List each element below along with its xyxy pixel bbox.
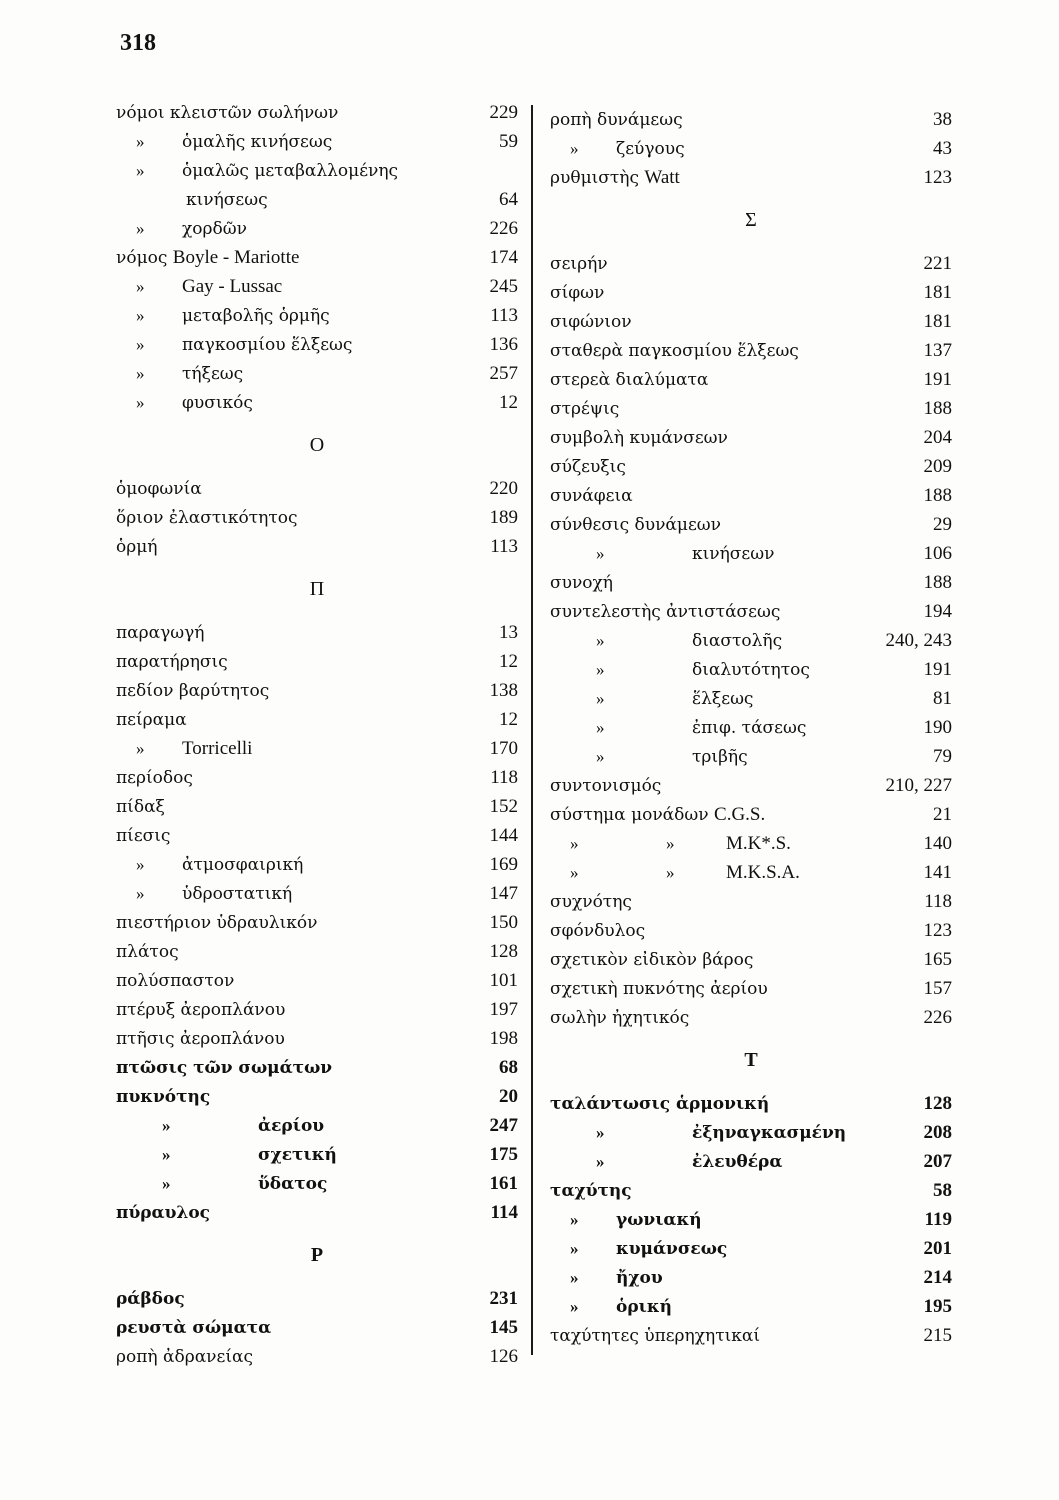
entry-page: 245 xyxy=(489,276,518,297)
entry-term: ὁρμή xyxy=(116,537,158,557)
entry-term: πολύσπαστον xyxy=(116,971,235,991)
index-entry xyxy=(116,763,518,792)
entry-term: νόμος xyxy=(116,248,168,268)
entry-page: 197 xyxy=(489,999,518,1020)
ditto-mark: » xyxy=(666,834,675,853)
entry-page: 21 xyxy=(933,804,952,825)
ditto-mark: » xyxy=(570,139,579,158)
entry-page: 209 xyxy=(923,456,952,477)
entry-page: 220 xyxy=(489,478,518,499)
entry-term: πτῶσις τῶν σωμάτων xyxy=(116,1058,333,1078)
entry-latin: Watt xyxy=(644,167,680,188)
section-letter: Σ xyxy=(745,209,757,231)
index-entry xyxy=(550,1176,952,1205)
entry-latin: M.K*.S. xyxy=(726,833,791,854)
entry-page: 207 xyxy=(923,1151,952,1172)
entry-term: πίεσις xyxy=(116,826,171,846)
entry-term: ἐπιφ. τάσεως xyxy=(692,718,807,738)
index-entry xyxy=(550,829,952,858)
entry-term: ταχύτητες ὑπερηχητικαί xyxy=(550,1326,761,1346)
ditto-mark: » xyxy=(136,306,145,325)
entry-page: 128 xyxy=(923,1093,952,1114)
entry-page: 12 xyxy=(499,651,518,672)
index-entry xyxy=(116,1198,518,1227)
index-column-right xyxy=(550,105,952,1350)
index-entry xyxy=(116,1313,518,1342)
entry-term: διαστολῆς xyxy=(692,631,783,651)
section-letter: Π xyxy=(309,578,325,600)
entry-term: πτῆσις ἀεροπλάνου xyxy=(116,1029,285,1049)
index-entry xyxy=(550,539,952,568)
ditto-mark: » xyxy=(136,335,145,354)
ditto-mark: » xyxy=(570,1297,579,1316)
entry-term: πτέρυξ ἀεροπλάνου xyxy=(116,1000,286,1020)
entry-page: 12 xyxy=(499,709,518,730)
entry-term: σύστημα μονάδων xyxy=(550,805,709,825)
index-entry xyxy=(116,647,518,676)
entry-latin: Boyle - Mariotte xyxy=(172,247,300,268)
entry-term: σιφώνιον xyxy=(550,312,632,332)
entry-page: 106 xyxy=(923,543,952,564)
entry-page: 64 xyxy=(499,189,518,210)
entry-term: ἀερίου xyxy=(258,1116,325,1136)
index-entry xyxy=(116,359,518,388)
index-entry xyxy=(116,532,518,561)
entry-term: κινήσεων xyxy=(692,544,775,564)
entry-term: σωλὴν ἠχητικός xyxy=(550,1008,690,1028)
entry-page: 165 xyxy=(923,949,952,970)
entry-page: 123 xyxy=(923,920,952,941)
ditto-mark: » xyxy=(570,1210,579,1229)
ditto-mark: » xyxy=(136,277,145,296)
index-entry xyxy=(116,705,518,734)
ditto-mark: » xyxy=(162,1174,171,1193)
entry-term: ἐλευθέρα xyxy=(692,1152,783,1172)
entry-term: φυσικός xyxy=(182,393,253,413)
index-entry xyxy=(550,134,952,163)
ditto-mark: » xyxy=(136,393,145,412)
entry-term: πείραμα xyxy=(116,710,187,730)
index-entry xyxy=(550,336,952,365)
index-entry xyxy=(116,879,518,908)
entry-page: 181 xyxy=(923,311,952,332)
index-entry xyxy=(550,452,952,481)
index-entry xyxy=(116,98,518,127)
entry-page: 13 xyxy=(499,622,518,643)
entry-latin: C.G.S. xyxy=(714,804,766,825)
entry-term: ταχύτης xyxy=(550,1181,632,1201)
entry-page: 157 xyxy=(923,978,952,999)
index-entry xyxy=(116,1140,518,1169)
entry-page: 137 xyxy=(923,340,952,361)
index-entry xyxy=(550,684,952,713)
entry-term: σταθερὰ παγκοσμίου ἕλξεως xyxy=(550,341,799,361)
entry-term: συχνότης xyxy=(550,892,632,912)
entry-page: 81 xyxy=(933,688,952,709)
ditto-mark: » xyxy=(596,1123,605,1142)
entry-term: γωνιακή xyxy=(616,1210,702,1230)
entry-page: 118 xyxy=(924,891,952,912)
entry-latin: M.K.S.A. xyxy=(726,862,800,883)
ditto-mark: » xyxy=(136,739,145,758)
index-entry xyxy=(550,365,952,394)
index-entry xyxy=(550,742,952,771)
entry-page: 181 xyxy=(923,282,952,303)
index-entry xyxy=(550,423,952,452)
entry-term: ἕλξεως xyxy=(692,689,754,709)
entry-term: πεδίον βαρύτητος xyxy=(116,681,270,701)
entry-term: κινήσεως xyxy=(186,190,268,210)
index-entry xyxy=(550,481,952,510)
entry-page: 188 xyxy=(923,398,952,419)
entry-page: 113 xyxy=(490,536,518,557)
index-entry xyxy=(116,676,518,705)
entry-page: 226 xyxy=(923,1007,952,1028)
entry-page: 150 xyxy=(489,912,518,933)
entry-term: ὁμαλῆς κινήσεως xyxy=(182,132,333,152)
index-entry xyxy=(116,474,518,503)
index-entry xyxy=(116,995,518,1024)
ditto-mark: » xyxy=(570,834,579,853)
entry-term: συμβολὴ κυμάνσεων xyxy=(550,428,728,448)
entry-page: 20 xyxy=(499,1086,518,1107)
ditto-mark: » xyxy=(136,161,145,180)
entry-term: ὕδατος xyxy=(258,1174,328,1194)
ditto-mark: » xyxy=(596,747,605,766)
entry-page: 221 xyxy=(923,253,952,274)
entry-term: σύζευξις xyxy=(550,457,626,477)
index-entry-continuation xyxy=(116,185,518,214)
entry-page: 140 xyxy=(923,833,952,854)
entry-term: μεταβολῆς ὁρμῆς xyxy=(182,306,330,326)
index-entry xyxy=(550,1003,952,1032)
index-entry xyxy=(116,1053,518,1082)
entry-page: 128 xyxy=(489,941,518,962)
entry-term: σφόνδυλος xyxy=(550,921,646,941)
entry-page: 188 xyxy=(923,572,952,593)
entry-term: σύνθεσις δυνάμεων xyxy=(550,515,721,535)
ditto-mark: » xyxy=(162,1116,171,1135)
index-entry xyxy=(550,771,952,800)
index-entry xyxy=(550,568,952,597)
index-entry xyxy=(116,214,518,243)
index-entry xyxy=(116,821,518,850)
ditto-mark: » xyxy=(596,660,605,679)
entry-term: συντελεστὴς ἀντιστάσεως xyxy=(550,602,781,622)
ditto-mark: » xyxy=(596,718,605,737)
entry-page: 170 xyxy=(489,738,518,759)
index-entry xyxy=(550,655,952,684)
ditto-mark: » xyxy=(136,855,145,874)
entry-term: τριβῆς xyxy=(692,747,748,767)
entry-page: 141 xyxy=(923,862,952,883)
entry-term: συντονισμός xyxy=(550,776,662,796)
entry-page: 188 xyxy=(923,485,952,506)
entry-term: σχετικὸν εἰδικὸν βάρος xyxy=(550,950,754,970)
index-entry xyxy=(550,1292,952,1321)
entry-page: 29 xyxy=(933,514,952,535)
entry-page: 257 xyxy=(489,363,518,384)
entry-term: ταλάντωσις ἁρμονική xyxy=(550,1094,770,1114)
ditto-mark: » xyxy=(570,1268,579,1287)
entry-page: 240, 243 xyxy=(885,630,952,651)
index-entry xyxy=(116,243,518,272)
entry-page: 194 xyxy=(923,601,952,622)
entry-page: 161 xyxy=(489,1173,518,1194)
entry-page: 59 xyxy=(499,131,518,152)
entry-page: 210, 227 xyxy=(885,775,952,796)
entry-term: ροπὴ δυνάμεως xyxy=(550,110,683,130)
entry-page: 198 xyxy=(489,1028,518,1049)
index-column-left xyxy=(116,98,518,1371)
index-entry xyxy=(116,937,518,966)
entry-latin: Gay - Lussac xyxy=(182,276,283,297)
index-entry xyxy=(116,792,518,821)
index-entry xyxy=(550,394,952,423)
entry-page: 138 xyxy=(489,680,518,701)
index-entry xyxy=(116,301,518,330)
index-entry xyxy=(550,713,952,742)
entry-page: 195 xyxy=(923,1296,952,1317)
entry-term: πυκνότης xyxy=(116,1087,211,1107)
ditto-mark: » xyxy=(162,1145,171,1164)
ditto-mark: » xyxy=(136,219,145,238)
entry-term: διαλυτότητος xyxy=(692,660,810,680)
entry-page: 247 xyxy=(489,1115,518,1136)
entry-page: 145 xyxy=(489,1317,518,1338)
index-entry xyxy=(116,388,518,417)
index-entry xyxy=(116,1169,518,1198)
index-entry xyxy=(116,1284,518,1313)
entry-term: ράβδος xyxy=(116,1289,185,1309)
entry-page: 43 xyxy=(933,138,952,159)
entry-term: ὁμαλῶς μεταβαλλομένης xyxy=(182,161,399,181)
entry-page: 215 xyxy=(923,1325,952,1346)
entry-page: 174 xyxy=(489,247,518,268)
ditto-mark: » xyxy=(596,631,605,650)
entry-term: συνοχή xyxy=(550,573,613,593)
index-entry xyxy=(550,249,952,278)
entry-term: ροπὴ ἀδρανείας xyxy=(116,1347,253,1367)
entry-term: ἀτμοσφαιρική xyxy=(182,855,304,875)
entry-page: 68 xyxy=(499,1057,518,1078)
index-entry xyxy=(550,858,952,887)
index-entry xyxy=(550,307,952,336)
section-letter: T xyxy=(744,1049,758,1071)
index-entry xyxy=(116,618,518,647)
index-entry xyxy=(550,105,952,134)
index-entry xyxy=(550,887,952,916)
entry-term: πίδαξ xyxy=(116,797,165,817)
entry-page: 191 xyxy=(923,369,952,390)
entry-term: ὑδροστατική xyxy=(182,884,293,904)
entry-page: 144 xyxy=(489,825,518,846)
entry-term: ρευστὰ σώματα xyxy=(116,1318,272,1338)
entry-page: 201 xyxy=(923,1238,952,1259)
entry-page: 204 xyxy=(923,427,952,448)
index-entry xyxy=(550,1118,952,1147)
index-entry xyxy=(550,163,952,192)
ditto-mark: » xyxy=(136,132,145,151)
entry-term: τήξεως xyxy=(182,364,244,384)
entry-latin: Torricelli xyxy=(182,738,253,759)
page-number: 318 xyxy=(120,30,156,56)
entry-term: παραγωγή xyxy=(116,623,205,643)
index-entry xyxy=(116,908,518,937)
entry-page: 58 xyxy=(933,1180,952,1201)
entry-term: παρατήρησις xyxy=(116,652,228,672)
entry-page: 214 xyxy=(923,1267,952,1288)
entry-page: 208 xyxy=(923,1122,952,1143)
entry-page: 191 xyxy=(923,659,952,680)
entry-page: 113 xyxy=(490,305,518,326)
entry-page: 79 xyxy=(933,746,952,767)
entry-term: νόμοι κλειστῶν σωλήνων xyxy=(116,103,339,123)
entry-page: 114 xyxy=(490,1202,518,1223)
index-entry xyxy=(550,945,952,974)
index-entry xyxy=(550,800,952,829)
index-entry xyxy=(116,330,518,359)
entry-term: παγκοσμίου ἕλξεως xyxy=(182,335,353,355)
index-entry xyxy=(116,850,518,879)
index-entry xyxy=(550,1234,952,1263)
entry-page: 118 xyxy=(490,767,518,788)
ditto-mark: » xyxy=(596,1152,605,1171)
entry-page: 189 xyxy=(489,507,518,528)
entry-term: ἐξηναγκασμένη xyxy=(692,1123,847,1143)
index-entry xyxy=(550,510,952,539)
ditto-mark: » xyxy=(570,1239,579,1258)
section-letter: O xyxy=(309,434,325,456)
section-letter: P xyxy=(310,1244,324,1266)
entry-page: 190 xyxy=(923,717,952,738)
index-entry xyxy=(550,626,952,655)
entry-term: ἤχου xyxy=(616,1268,663,1288)
entry-page: 169 xyxy=(489,854,518,875)
ditto-mark: » xyxy=(136,364,145,383)
ditto-mark: » xyxy=(596,544,605,563)
index-entry xyxy=(550,916,952,945)
entry-page: 229 xyxy=(489,102,518,123)
index-entry xyxy=(550,278,952,307)
entry-term: ρυθμιστὴς xyxy=(550,168,639,188)
index-entry xyxy=(550,974,952,1003)
index-entry xyxy=(116,156,518,185)
entry-term: πλάτος xyxy=(116,942,179,962)
ditto-mark: » xyxy=(570,863,579,882)
entry-term: ὁμοφωνία xyxy=(116,479,202,499)
entry-term: πιεστήριον ὑδραυλικόν xyxy=(116,913,318,933)
ditto-mark: » xyxy=(136,884,145,903)
entry-term: ὅριον ἐλαστικότητος xyxy=(116,508,298,528)
entry-term: σειρήν xyxy=(550,254,608,274)
index-entry xyxy=(116,1111,518,1140)
ditto-mark: » xyxy=(666,863,675,882)
entry-page: 136 xyxy=(489,334,518,355)
index-entry xyxy=(550,597,952,626)
index-entry xyxy=(116,1024,518,1053)
entry-page: 101 xyxy=(489,970,518,991)
entry-term: κυμάνσεως xyxy=(616,1239,728,1259)
entry-term: πύραυλος xyxy=(116,1203,211,1223)
entry-page: 152 xyxy=(489,796,518,817)
entry-term: χορδῶν xyxy=(182,219,247,239)
entry-term: στρέψις xyxy=(550,399,620,419)
entry-page: 38 xyxy=(933,109,952,130)
index-entry xyxy=(116,503,518,532)
entry-page: 175 xyxy=(489,1144,518,1165)
index-entry xyxy=(116,127,518,156)
entry-term: σχετικὴ πυκνότης ἀερίου xyxy=(550,979,768,999)
index-entry xyxy=(550,1089,952,1118)
column-divider xyxy=(531,105,533,1355)
entry-page: 12 xyxy=(499,392,518,413)
entry-page: 226 xyxy=(489,218,518,239)
entry-term: σίφων xyxy=(550,283,605,303)
entry-term: περίοδος xyxy=(116,768,193,788)
index-entry xyxy=(550,1263,952,1292)
entry-page: 119 xyxy=(924,1209,952,1230)
entry-page: 147 xyxy=(489,883,518,904)
entry-term: σχετική xyxy=(258,1145,337,1165)
index-entry xyxy=(550,1321,952,1350)
index-entry xyxy=(116,272,518,301)
index-entry xyxy=(116,1082,518,1111)
entry-term: στερεὰ διαλύματα xyxy=(550,370,709,390)
entry-term: ὁρική xyxy=(616,1297,672,1317)
entry-page: 126 xyxy=(489,1346,518,1367)
entry-term: ζεύγους xyxy=(616,139,685,159)
index-entry xyxy=(550,1147,952,1176)
index-entry xyxy=(116,734,518,763)
entry-term: συνάφεια xyxy=(550,486,633,506)
index-entry xyxy=(550,1205,952,1234)
entry-page: 231 xyxy=(489,1288,518,1309)
index-entry xyxy=(116,1342,518,1371)
index-entry xyxy=(116,966,518,995)
ditto-mark: » xyxy=(596,689,605,708)
entry-page: 123 xyxy=(923,167,952,188)
